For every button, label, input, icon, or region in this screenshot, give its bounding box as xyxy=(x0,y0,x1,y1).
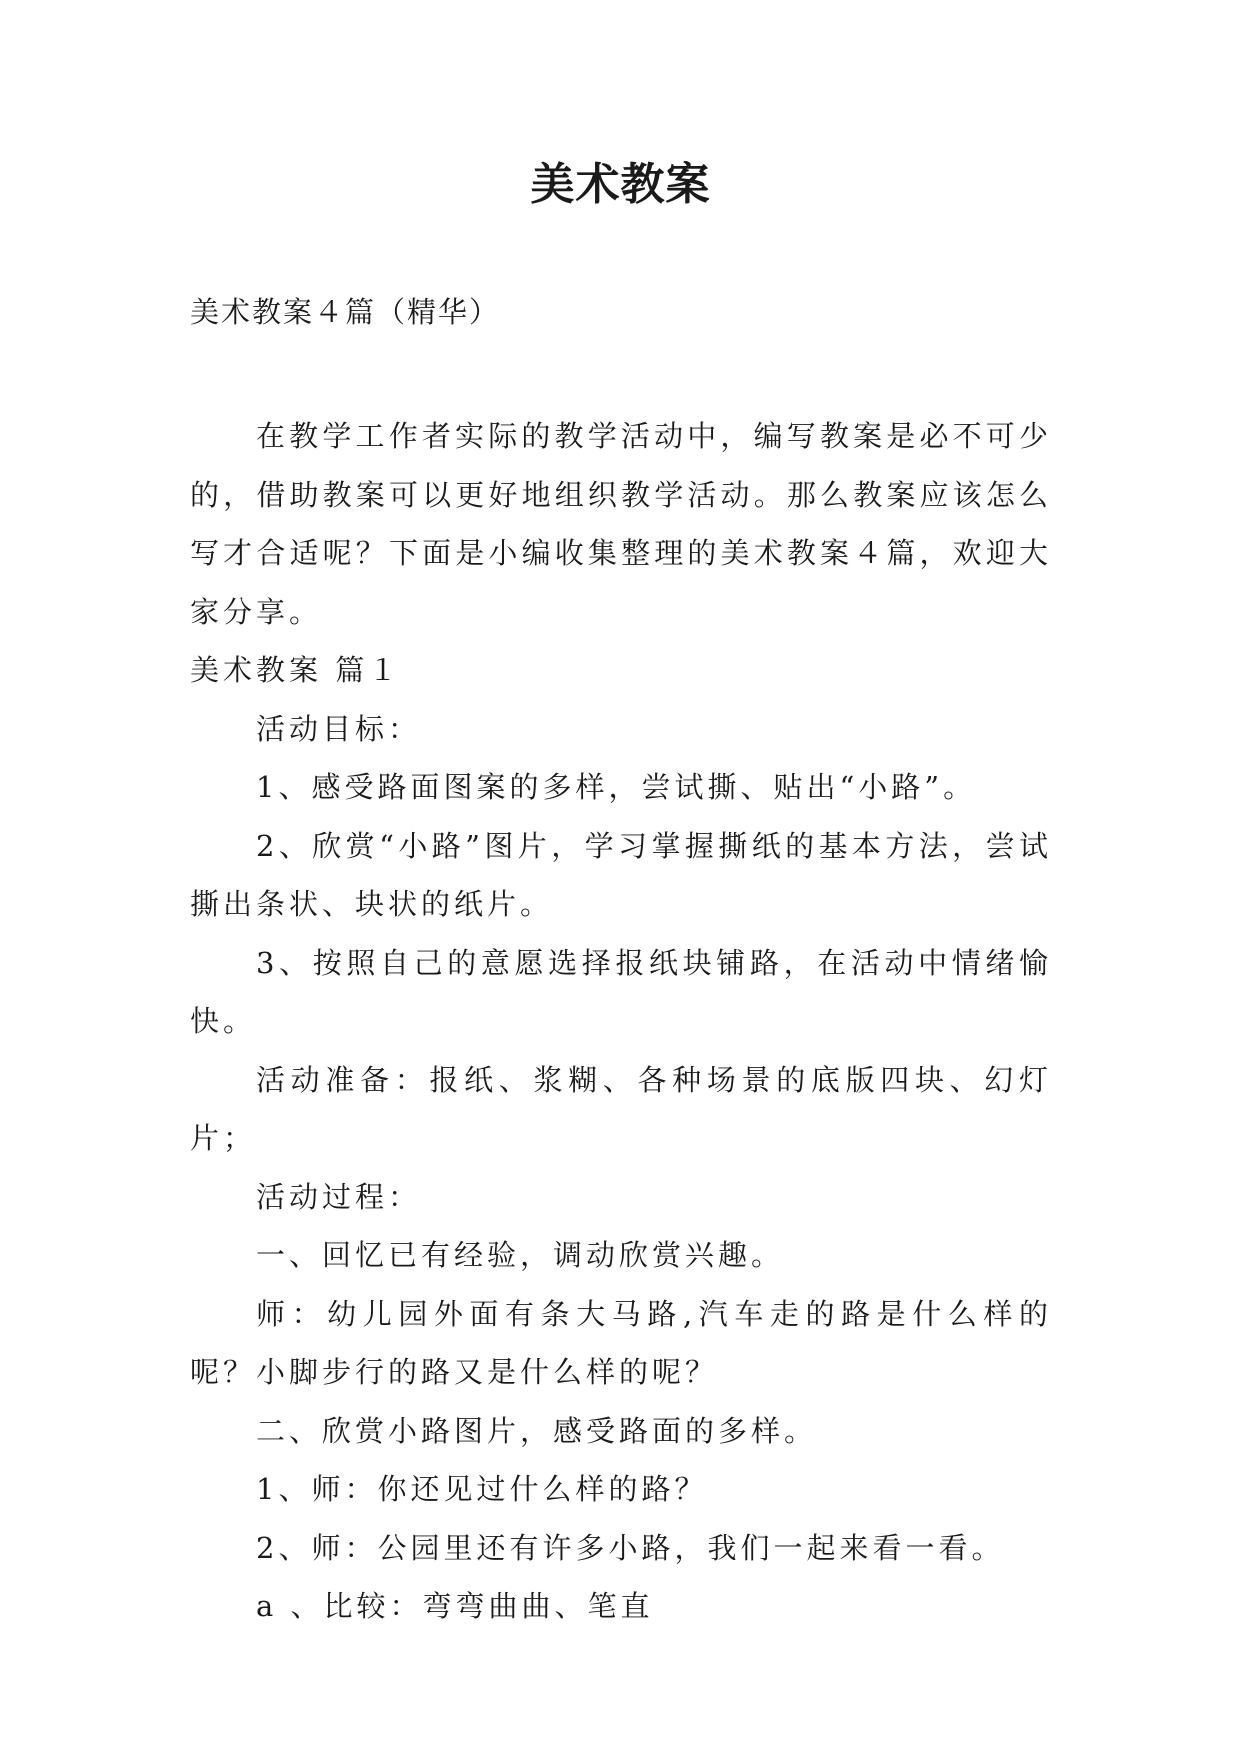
paragraph: 活动目标： xyxy=(256,711,422,746)
document-body xyxy=(190,407,1052,1636)
intro-paragraph: 在教学工作者实际的教学活动中，编写教案是必不可少的，借助教案可以更好地组织教学活动。那么教案应该怎么写才合适呢？下面是小编收集整理的美术教案４篇，欢迎大家分享。 xyxy=(190,419,1052,629)
paragraph: 3、按照自己的意愿选择报纸块铺路，在活动中情绪愉快。 xyxy=(190,945,1052,1038)
paragraph: 师：幼儿园外面有条大马路,汽车走的路是什么样的呢？小脚步行的路又是什么样的呢？ xyxy=(190,1296,1052,1389)
paragraph: 活动准备：报纸、浆糊、各种场景的底版四块、幻灯片； xyxy=(190,1062,1052,1155)
document-subtitle: 美术教案４篇（精华） xyxy=(190,295,501,329)
paragraph: 活动过程： xyxy=(256,1179,422,1214)
paragraph: 1、感受路面图案的多样，尝试撕、贴出“小路”。 xyxy=(256,770,977,804)
paragraph: 二、欣赏小路图片，感受路面的多样。 xyxy=(256,1413,818,1448)
paragraph: 2、欣赏“小路”图片，学习掌握撕纸的基本方法，尝试撕出条状、块状的纸片。 xyxy=(190,828,1052,921)
paragraph: a 、比较：弯弯曲曲、笔直 xyxy=(256,1589,654,1623)
document-title: 美术教案 xyxy=(530,159,711,210)
paragraph: 2、师：公园里还有许多小路，我们一起来看一看。 xyxy=(256,1530,1005,1565)
section-heading: 美术教案 篇１ xyxy=(190,653,402,687)
paragraph: 一、回忆已有经验，调动欣赏兴趣。 xyxy=(256,1238,785,1272)
paragraph: 1、师：你还见过什么样的路？ xyxy=(256,1472,708,1506)
